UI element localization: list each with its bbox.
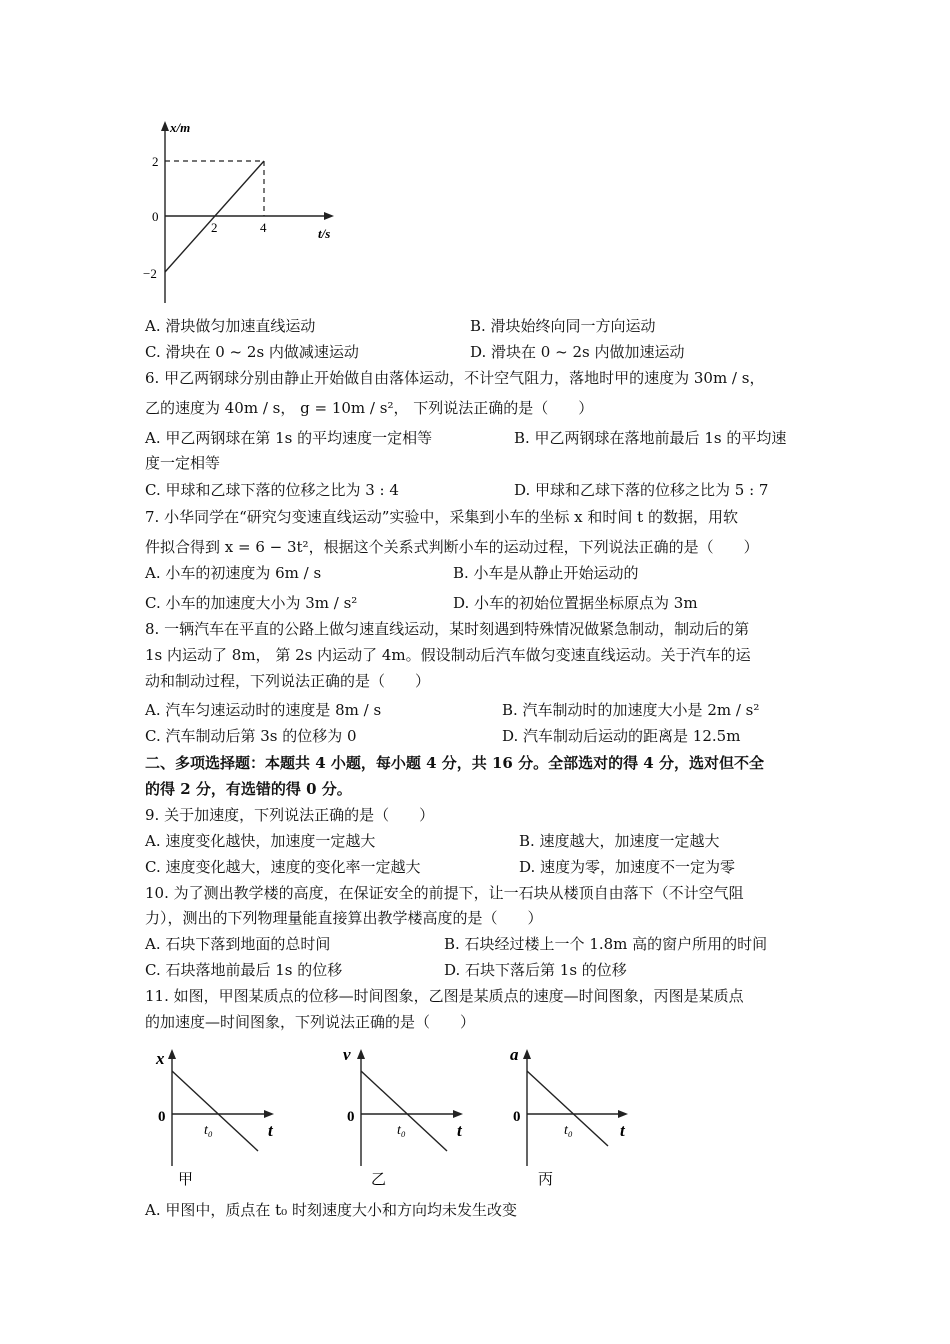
q6-stem-line1: 6. 甲乙两钢球分别由静止开始做自由落体运动，不计空气阻力，落地时甲的速度为 30m / s， [145, 369, 765, 387]
y-tick-2: 2 [152, 154, 159, 169]
graph-jia-zero: 0 [158, 1109, 166, 1125]
q8-stem-line3: 动和制动过程，下列说法正确的是（ ） [145, 672, 431, 690]
graph-yi-t-label: t [457, 1121, 462, 1140]
x-tick-4: 4 [260, 220, 267, 235]
graph-bing-t0: t₀ [564, 1123, 573, 1138]
section2-heading-line2: 的得 2 分，有选错的得 0 分。 [145, 780, 352, 798]
q8-option-b: B. 汽车制动时的加速度大小是 2m / s² [502, 701, 760, 719]
q8-stem-line1: 8. 一辆汽车在平直的公路上做匀速直线运动，某时刻遇到特殊情况做紧急制动，制动后的第 [145, 620, 750, 638]
q7-option-c: C. 小车的加速度大小为 3m / s² [145, 594, 358, 612]
x-axis-label: t/s [318, 226, 331, 241]
graph-bing-axis-label: a [510, 1046, 519, 1064]
y-tick-neg2: −2 [143, 266, 157, 281]
graph-bing-y-arrow [523, 1049, 531, 1059]
y-tick-0: 0 [152, 209, 159, 224]
q8-option-d: D. 汽车制动后运动的距离是 12.5m [502, 727, 741, 745]
graph-jia-y-arrow [168, 1049, 176, 1059]
graph-jia-caption: 甲 [178, 1172, 194, 1188]
q5-option-a: A. 滑块做匀加速直线运动 [145, 317, 316, 335]
q7-option-a: A. 小车的初速度为 6m / s [145, 564, 322, 582]
q6-option-c: C. 甲球和乙球下落的位移之比为 3 : 4 [145, 481, 399, 499]
q9-option-a: A. 速度变化越快，加速度一定越大 [145, 832, 376, 850]
graph-yi-caption: 乙 [371, 1172, 387, 1188]
q9-option-b: B. 速度越大，加速度一定越大 [519, 832, 720, 850]
q11-option-a: A. 甲图中，质点在 t₀ 时刻速度大小和方向均未发生改变 [145, 1201, 517, 1219]
q9-stem: 9. 关于加速度，下列说法正确的是（ ） [145, 806, 435, 824]
q8-option-a: A. 汽车匀速运动时的速度是 8m / s [145, 701, 382, 719]
graph-bing-zero: 0 [513, 1109, 521, 1125]
q9-option-c: C. 速度变化越大，速度的变化率一定越大 [145, 858, 421, 876]
q5-option-d: D. 滑块在 0 ~ 2s 内做加速运动 [470, 343, 685, 361]
x-axis-arrow [324, 212, 334, 220]
graph-bing [500, 1046, 640, 1196]
graph-yi [335, 1046, 475, 1196]
graph-jia-axis-label: x [156, 1049, 165, 1068]
graph-yi-t0: t₀ [397, 1123, 406, 1138]
q10-option-d: D. 石块下落后第 1s 的位移 [444, 961, 627, 979]
graph-yi-y-arrow [357, 1049, 365, 1059]
q10-option-b: B. 石块经过楼上一个 1.8m 高的窗户所用的时间 [444, 935, 768, 953]
q10-stem-line2: 力），测出的下列物理量能直接算出教学楼高度的是（ ） [145, 909, 543, 927]
q6-option-a: A. 甲乙两钢球在第 1s 的平均速度一定相等 [145, 429, 433, 447]
graph-yi-axis-label: v [343, 1046, 351, 1064]
section2-heading-line1: 二、多项选择题：本题共 4 小题，每小题 4 分，共 16 分。全部选对的得 4 分，选对但不全 [145, 754, 764, 772]
graph-jia-x-arrow [264, 1110, 274, 1118]
graph-yi-zero: 0 [347, 1109, 355, 1125]
q11-stem-line1: 11. 如图，甲图某质点的位移—时间图象，乙图是某质点的速度—时间图象，丙图是某质点 [145, 987, 744, 1005]
graph-jia-t-label: t [268, 1121, 273, 1140]
q5-option-b: B. 滑块始终向同一方向运动 [470, 317, 656, 335]
graph-bing-caption: 丙 [538, 1172, 554, 1188]
graph-yi-x-arrow [453, 1110, 463, 1118]
q10-option-a: A. 石块下落到地面的总时间 [145, 935, 331, 953]
q8-stem-line2: 1s 内运动了 8m， 第 2s 内运动了 4m。假设制动后汽车做匀变速直线运动。关于汽车的运 [145, 646, 751, 664]
q7-option-b: B. 小车是从静止开始运动的 [453, 564, 639, 582]
q7-stem-line2: 件拟合得到 x = 6 − 3t²，根据这个关系式判断小车的运动过程，下列说法正确的是（ ） [145, 538, 759, 556]
q5-option-c: C. 滑块在 0 ~ 2s 内做减速运动 [145, 343, 359, 361]
y-axis-label: x/m [170, 120, 191, 135]
graph-jia-line [172, 1071, 258, 1151]
graph-jia [150, 1046, 290, 1196]
q7-stem-line1: 7. 小华同学在“研究匀变速直线运动”实验中，采集到小车的坐标 x 和时间 t 的数据，用软 [145, 508, 738, 526]
q6-option-b-line1: B. 甲乙两钢球在落地前最后 1s 的平均速 [514, 429, 787, 447]
x-tick-2: 2 [211, 220, 218, 235]
q6-option-d: D. 甲球和乙球下落的位移之比为 5 : 7 [514, 481, 769, 499]
q6-option-b-line2: 度一定相等 [145, 454, 221, 472]
q11-stem-line2: 的加速度—时间图象，下列说法正确的是（ ） [145, 1013, 476, 1031]
graph-jia-t0: t₀ [204, 1123, 213, 1138]
q8-option-c: C. 汽车制动后第 3s 的位移为 0 [145, 727, 357, 745]
q9-option-d: D. 速度为零，加速度不一定为零 [519, 858, 736, 876]
q10-stem-line1: 10. 为了测出教学楼的高度，在保证安全的前提下，让一石块从楼顶自由落下（不计空气阻 [145, 884, 744, 902]
xt-graph [130, 118, 350, 308]
graph-bing-t-label: t [620, 1121, 625, 1140]
y-axis-arrow [161, 121, 169, 131]
graph-yi-line [361, 1071, 447, 1151]
q7-option-d: D. 小车的初始位置据坐标原点为 3m [453, 594, 698, 612]
q6-stem-line2: 乙的速度为 40m / s， g = 10m / s²， 下列说法正确的是（ ） [145, 399, 594, 417]
q10-option-c: C. 石块落地前最后 1s 的位移 [145, 961, 343, 979]
graph-bing-x-arrow [618, 1110, 628, 1118]
